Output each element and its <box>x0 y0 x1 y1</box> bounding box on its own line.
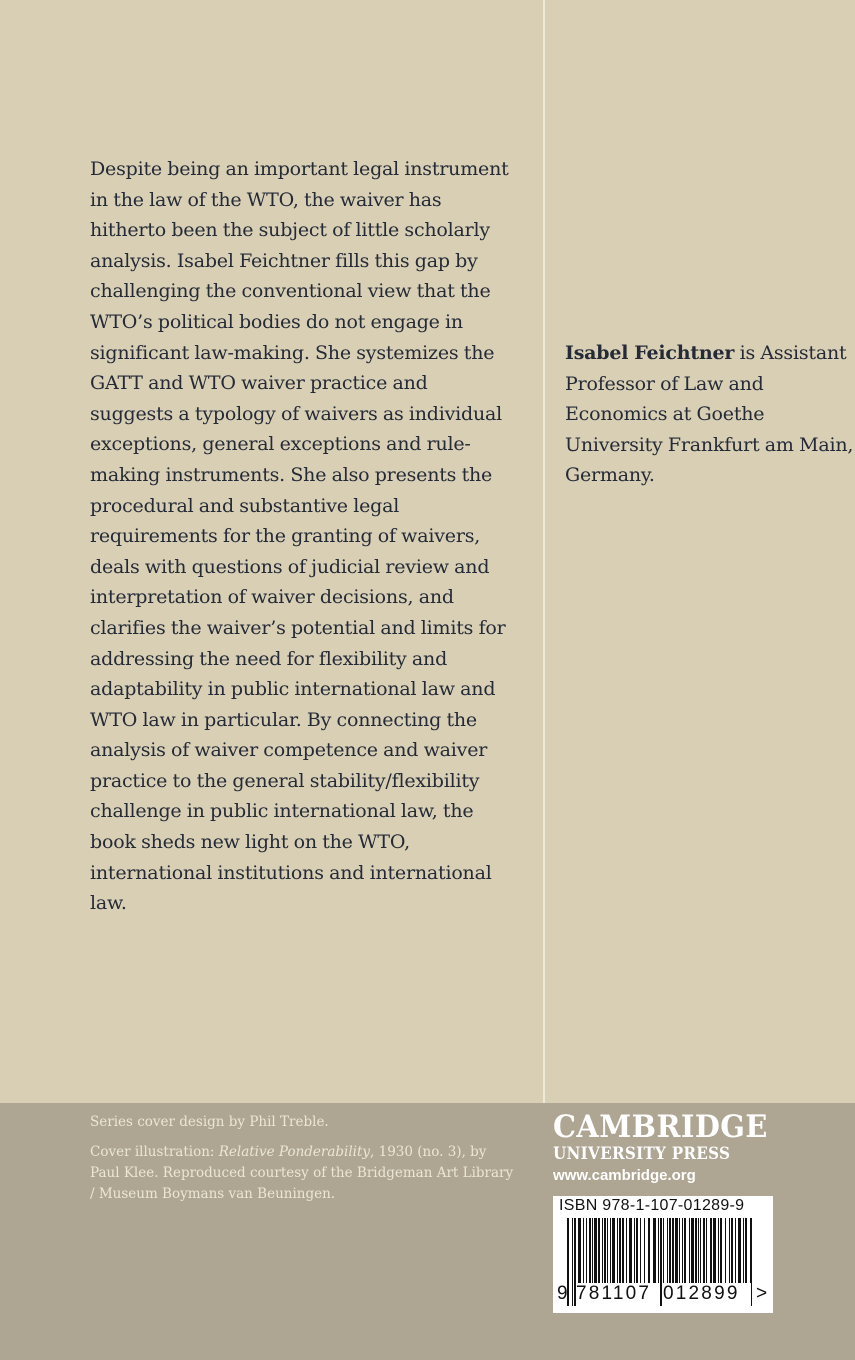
barcode-digit-first: 9 <box>557 1283 570 1304</box>
publisher-url: www.cambridge.org <box>553 1167 696 1184</box>
barcode-digits-right: 012899 <box>663 1283 751 1311</box>
author-name: Isabel Feichtner <box>565 342 735 364</box>
illustration-title: Relative Ponderability <box>218 1144 371 1160</box>
barcode-end-mark: > <box>756 1283 768 1304</box>
isbn-label: ISBN 978-1-107-01289-9 <box>559 1197 745 1214</box>
publisher-subtitle: UNIVERSITY PRESS <box>553 1144 731 1163</box>
author-bio <box>565 338 855 491</box>
publisher-logo <box>553 1110 783 1187</box>
barcode-bar <box>572 1218 573 1306</box>
author-bio-text: is Assistant Professor of Law and Economics at Goethe University Frankfurt am Main, Germany. <box>565 342 854 487</box>
illustration-credit <box>90 1142 520 1205</box>
book-description-text: Despite being an important legal instrument in the law of the WTO, the waiver has hitherto been the subject of little scholarly analysis. Isabel Feichtner fills this gap by challenging the conventional view that the WTO’s political bodies do not engage in significant law-making. She systemizes the GATT and WTO waiver practice and suggests a typology of waivers as individual exceptions, general exceptions and rule-making instruments. She also presents the procedural and substantive legal requirements for the granting of waivers, deals with questions of judicial review and interpretation of waiver decisions, and clarifies the waiver’s potential and limits for addressing the need for flexibility and adaptability in public international law and WTO law in particular. By connecting the analysis of waiver competence and waiver practice to the general stability/flexibility challenge in public international law, the book sheds new light on the WTO, international institutions and international law. <box>90 158 509 915</box>
publisher-name: CAMBRIDGE <box>553 1109 768 1145</box>
barcode-bar <box>660 1218 662 1306</box>
barcode-digits-left: 781107 <box>576 1283 660 1311</box>
illustration-details: , 1930 (no. 3), by Paul Klee. Reproduced courtesy of the Bridgeman Art Library / Museum Boymans van Beuningen. <box>90 1144 514 1202</box>
illustration-prefix: Cover illustration: <box>90 1144 219 1160</box>
spine-divider <box>543 0 545 1103</box>
cover-credits <box>90 1112 520 1205</box>
book-description <box>90 154 515 919</box>
design-credit: Series cover design by Phil Treble. <box>90 1114 329 1130</box>
isbn-barcode <box>553 1196 773 1313</box>
